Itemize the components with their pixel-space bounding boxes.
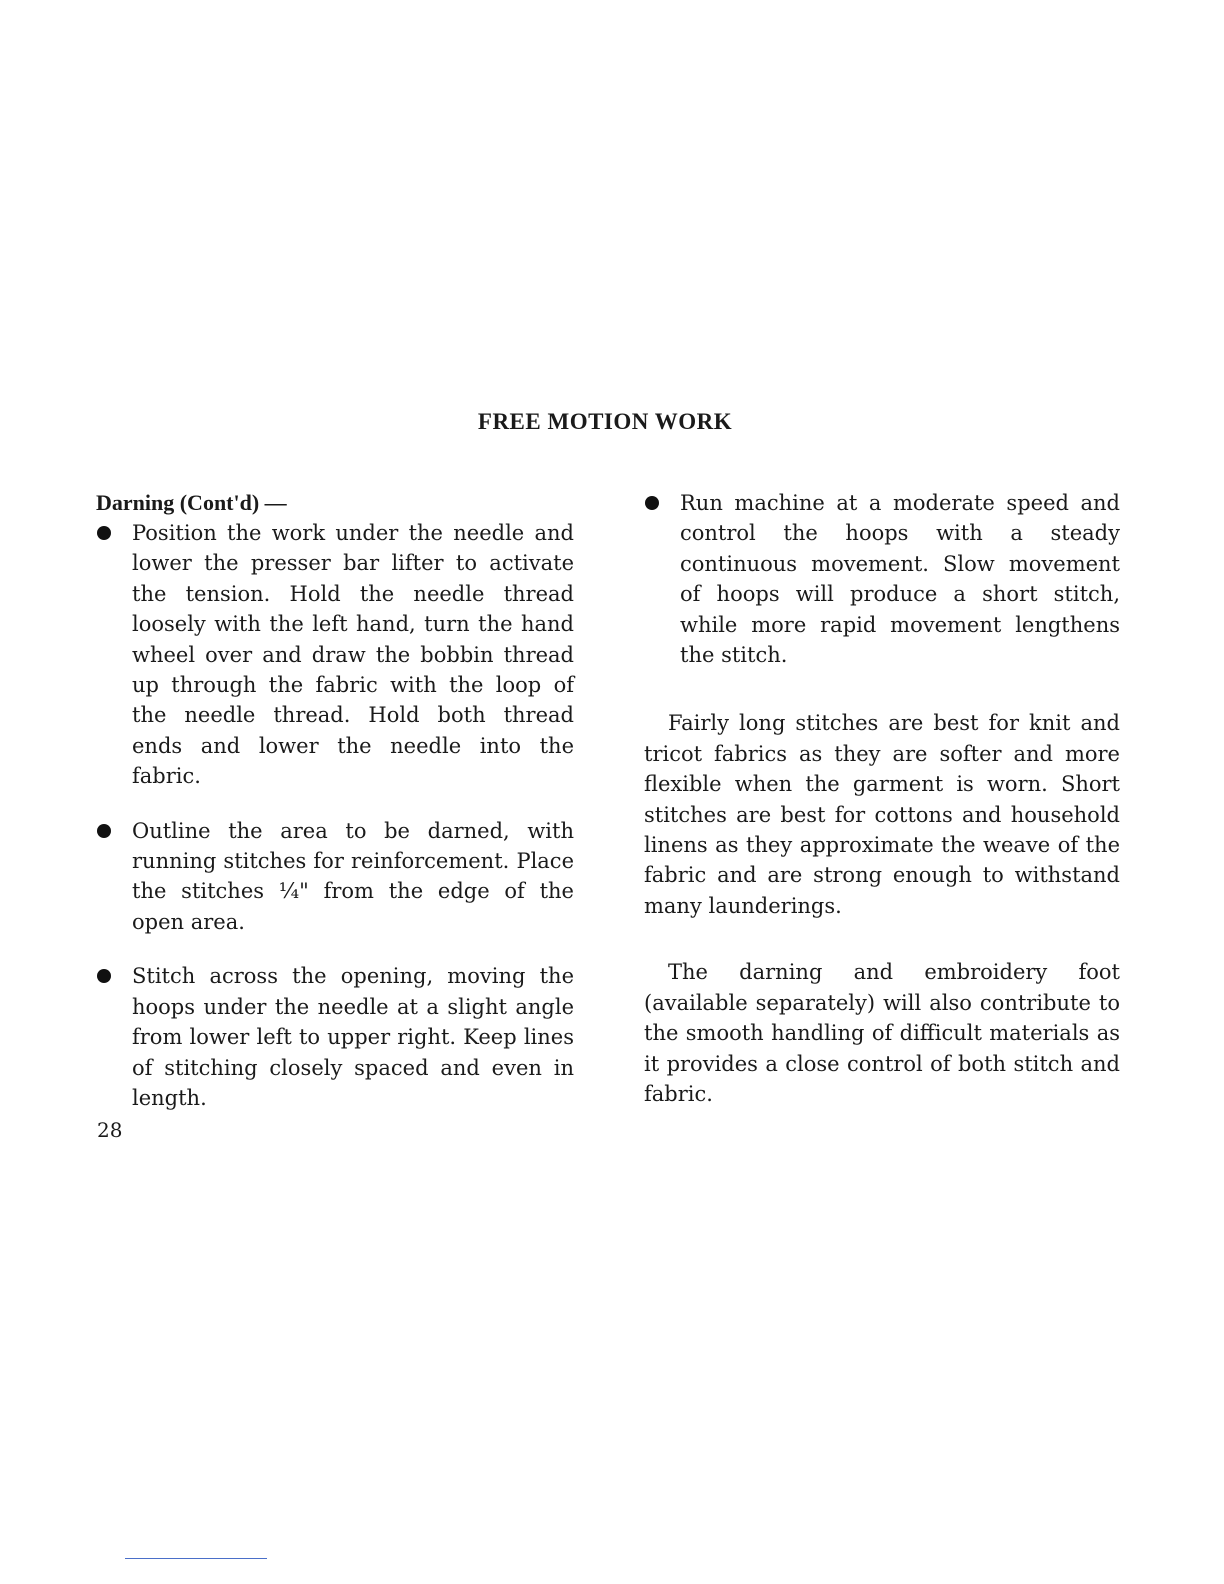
- bullet-dot-icon: [645, 496, 659, 510]
- bullet-item-position-work: [96, 518, 574, 792]
- bullet-item-outline-area: [96, 816, 574, 938]
- bullet-item-stitch-across: [96, 961, 574, 1113]
- bullet-dot-icon: [97, 824, 111, 838]
- page-title: FREE MOTION WORK: [477, 409, 733, 434]
- bullet-dot-icon: [97, 969, 111, 983]
- bullet-text: Position the work under the needle and lower the presser bar lifter to activate the tension. Hold the needle thread loosely with the left hand, turn the hand wheel over and draw the bobbin thread up through the fabric with the loop of the needle thread. Hold both thread ends and lower the needle into the fabric.: [132, 521, 574, 789]
- bullet-text: Outline the area to be darned, with running stitches for reinforcement. Place the stitches ¼" from the edge of the open area.: [132, 818, 574, 934]
- right-column: [644, 488, 1120, 1109]
- section-heading: Darning (Cont'd) —: [96, 490, 287, 515]
- bullet-item-run-machine: [644, 488, 1120, 670]
- footer-rule: [125, 1558, 267, 1559]
- left-column: [96, 488, 574, 1113]
- page-number: 28: [97, 1118, 123, 1142]
- bullet-text: Stitch across the opening, moving the hoops under the needle at a slight angle from lower left to upper right. Keep lines of stitching closely spaced and even in length.: [132, 964, 574, 1110]
- bullet-dot-icon: [97, 526, 111, 540]
- bullet-text: Run machine at a moderate speed and control the hoops with a steady continuous movement. Slow movement of hoops will produce a short stitch, while more rapid movement lengthens the stitch.: [680, 491, 1120, 668]
- paragraph-stitch-length: Fairly long stitches are best for knit and tricot fabrics as they are softer and more flexible when the garment is worn. Short stitches are best for cottons and household linens as they approximate the weave of the fabric and are strong enough to withstand many launderings.: [644, 711, 1120, 918]
- paragraph-darning-foot: The darning and embroidery foot (available separately) will also contribute to the smooth handling of difficult materials as it provides a close control of both stitch and fabric.: [644, 960, 1120, 1106]
